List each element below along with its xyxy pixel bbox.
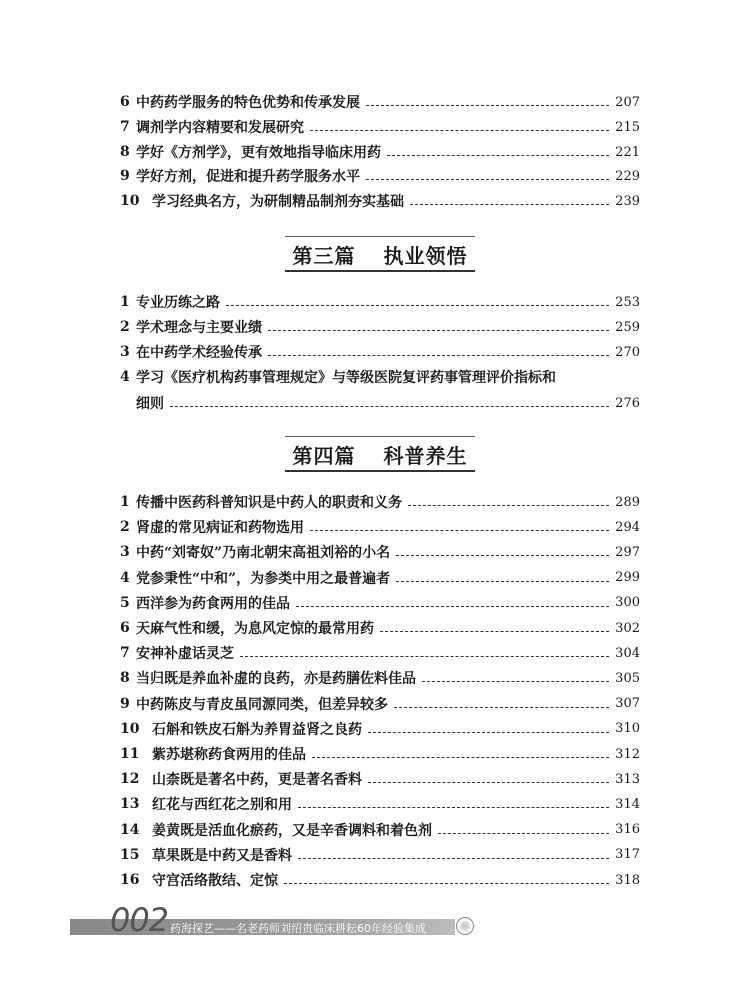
toc-entry[interactable] [120,818,640,842]
toc-entry[interactable] [120,767,640,791]
toc-entry-title: 安神补虚话灵芝 [136,646,234,663]
toc-entry-number: 4 [120,569,130,586]
toc-entry-title: 天麻气性和缓，为息风定惊的最常用药 [136,621,374,637]
heading-rule-top [285,236,475,237]
toc-entry-page: 302 [615,620,640,636]
toc-entry[interactable] [120,90,640,114]
toc-entry-number: 8 [120,144,130,160]
toc-entry-page: 259 [615,319,640,335]
toc-entry-title: 当归既是养血补虚的良药，亦是药膳佐料佳品 [136,671,416,688]
toc-entry[interactable] [120,868,640,892]
leader-dots [410,203,609,205]
page-number: 002 [110,901,169,939]
toc-entry-number: 15 [120,846,140,863]
toc-entry-title-cont: 细则 [136,396,164,412]
leader-dots [298,857,609,859]
toc-entry-title: 学好方剂，促进和提升药学服务水平 [136,169,360,185]
leader-dots [298,806,609,808]
toc-entry-page: 313 [615,771,640,787]
toc-entry-title: 学习《医疗机构药事管理规定》与等级医院复评药事管理评价指标和 [136,370,556,386]
leader-dots [387,154,609,156]
toc-entry-page: 276 [615,395,640,411]
toc-entry-number: 7 [120,119,130,135]
toc-entry-number: 1 [120,494,130,510]
toc-entry-page: 239 [615,193,640,209]
toc-entry-title: 中药陈皮与青皮虽同源同类，但差异较多 [136,696,388,713]
leader-dots [284,882,609,884]
leader-dots [394,706,609,708]
toc-entry-number: 5 [120,594,130,611]
toc-entry-number: 9 [120,695,130,712]
leader-dots [368,781,609,783]
toc-entry-page: 314 [615,796,640,812]
toc-entry-title: 中药“刘寄奴”乃南北朝宋高祖刘裕的小名 [136,545,391,562]
leader-dots [366,104,609,106]
toc-entry-page: 253 [615,294,640,310]
leader-dots [438,832,609,834]
leader-dots [170,405,609,407]
toc-entry-page: 229 [615,168,640,184]
leader-dots [312,756,609,758]
toc-entry-page: 289 [615,494,640,510]
heading-rule-top [285,436,475,437]
leader-dots [366,178,609,180]
toc-entry-page: 215 [615,119,640,135]
toc-entry-title: 肾虚的常见病证和药物选用 [136,520,304,537]
toc-entry-title: 调剂学内容精要和发展研究 [136,120,304,136]
toc-entry[interactable] [120,616,640,640]
toc-entry-number: 3 [120,344,130,360]
toc-entry[interactable] [120,566,640,590]
leader-dots [240,655,609,657]
toc-entry-continuation[interactable] [120,391,640,415]
emblem-icon [456,917,474,935]
leader-dots [380,630,609,632]
toc-entry-page: 294 [615,519,640,535]
section-3-heading [285,236,475,272]
toc-entry-number: 12 [120,771,140,788]
toc-entry-title: 草果既是中药又是香料 [152,847,292,864]
leader-dots [296,605,609,607]
toc-entry-number: 3 [120,544,130,561]
toc-entry-page: 297 [615,544,640,560]
toc-entry[interactable] [120,641,640,665]
toc-entry-number: 9 [120,168,130,184]
leader-dots [408,504,609,506]
section-4-heading [285,436,475,472]
toc-entry[interactable] [120,315,640,339]
heading-rule-bottom [285,470,475,472]
toc-entry[interactable] [120,290,640,314]
toc-entry[interactable] [120,692,640,716]
toc-entry-number: 2 [120,319,130,335]
leader-dots [422,680,609,682]
toc-entry[interactable] [120,666,640,690]
toc-entry[interactable] [120,340,640,364]
toc-entry-number: 7 [120,645,130,662]
toc-entry-page: 299 [615,570,640,586]
toc-entry-page: 305 [615,670,640,686]
toc-entry-page: 207 [615,94,640,110]
toc-entry-title: 在中药学术经验传承 [136,345,262,361]
toc-entry-title: 专业历练之路 [136,295,220,311]
toc-entry-number: 10 [120,193,140,209]
toc-entry-page: 304 [615,645,640,661]
leader-dots [310,529,609,531]
leader-dots [226,304,609,306]
leader-dots [268,329,609,331]
toc-entry-page: 312 [615,746,640,762]
toc-entry-page: 318 [615,872,640,888]
toc-entry[interactable] [120,591,640,615]
toc-entry-page: 300 [615,595,640,611]
toc-entry-title: 党参秉性“中和”，为参类中用之最普遍者 [136,570,391,587]
toc-entry[interactable] [120,742,640,766]
toc-entry-title: 红花与西红花之别和用 [152,797,292,814]
heading-name: 科普养生 [383,443,468,468]
toc-entry[interactable] [120,140,640,164]
toc-entry-title: 石斛和铁皮石斛为养胃益肾之良药 [152,721,362,738]
heading-name: 执业领悟 [383,243,468,268]
toc-entry[interactable] [120,365,640,389]
toc-entry-number: 10 [120,720,140,737]
toc-entry-number: 6 [120,94,130,110]
toc-entry[interactable] [120,515,640,539]
toc-entry[interactable] [120,717,640,741]
heading-prefix: 第四篇 [292,443,356,468]
toc-entry-title: 学习经典名方，为研制精品制剂夯实基础 [152,194,404,210]
toc-entry-title: 中药药学服务的特色优势和传承发展 [136,95,360,111]
toc-entry-number: 1 [120,294,130,310]
toc-entry-number: 16 [120,872,140,888]
heading-rule-bottom [285,270,475,272]
toc-entry[interactable] [120,792,640,816]
toc-entry[interactable] [120,540,640,564]
toc-entry-number: 8 [120,670,130,687]
toc-entry-title: 学好《方剂学》，更有效地指导临床用药 [136,145,381,161]
toc-entry-title: 传播中医药科普知识是中药人的职责和义务 [136,495,402,511]
toc-entry-title: 守宫活络散结、定惊 [152,873,278,889]
toc-entry[interactable] [120,115,640,139]
toc-entry[interactable] [120,164,640,188]
leader-dots [396,554,609,556]
toc-entry-title: 西洋参为药食两用的佳品 [136,595,290,612]
page-footer [70,901,470,939]
leader-dots [396,580,609,582]
toc-entry-page: 317 [615,847,640,863]
toc-entry-title: 学术理念与主要业绩 [136,320,262,336]
toc-entry[interactable] [120,189,640,213]
leader-dots [368,731,609,733]
toc-entry-page: 316 [615,822,640,838]
toc-entry-page: 307 [615,696,640,712]
toc-entry[interactable] [120,490,640,514]
toc-entry-number: 4 [120,369,130,385]
toc-entry-number: 14 [120,821,140,838]
toc-entry-number: 6 [120,620,130,636]
running-title: 药海探艺——名老药师刘绍贵临床耕耘60年经验集成 [170,922,426,935]
toc-entry-page: 310 [615,721,640,737]
toc-entry-number: 11 [120,746,140,762]
toc-entry-title: 山柰既是著名中药，更是著名香料 [152,772,362,789]
heading-prefix: 第三篇 [292,243,356,268]
leader-dots [310,129,609,131]
toc-entry-title: 姜黄既是活血化瘀药，又是辛香调料和着色剂 [152,822,432,839]
toc-entry-title: 紫苏堪称药食两用的佳品 [152,747,306,763]
toc-entry[interactable] [120,843,640,867]
toc-entry-page: 270 [615,344,640,360]
leader-dots [268,354,609,356]
toc-entry-number: 13 [120,796,140,813]
toc-entry-page: 221 [615,144,640,160]
toc-entry-number: 2 [120,519,130,536]
